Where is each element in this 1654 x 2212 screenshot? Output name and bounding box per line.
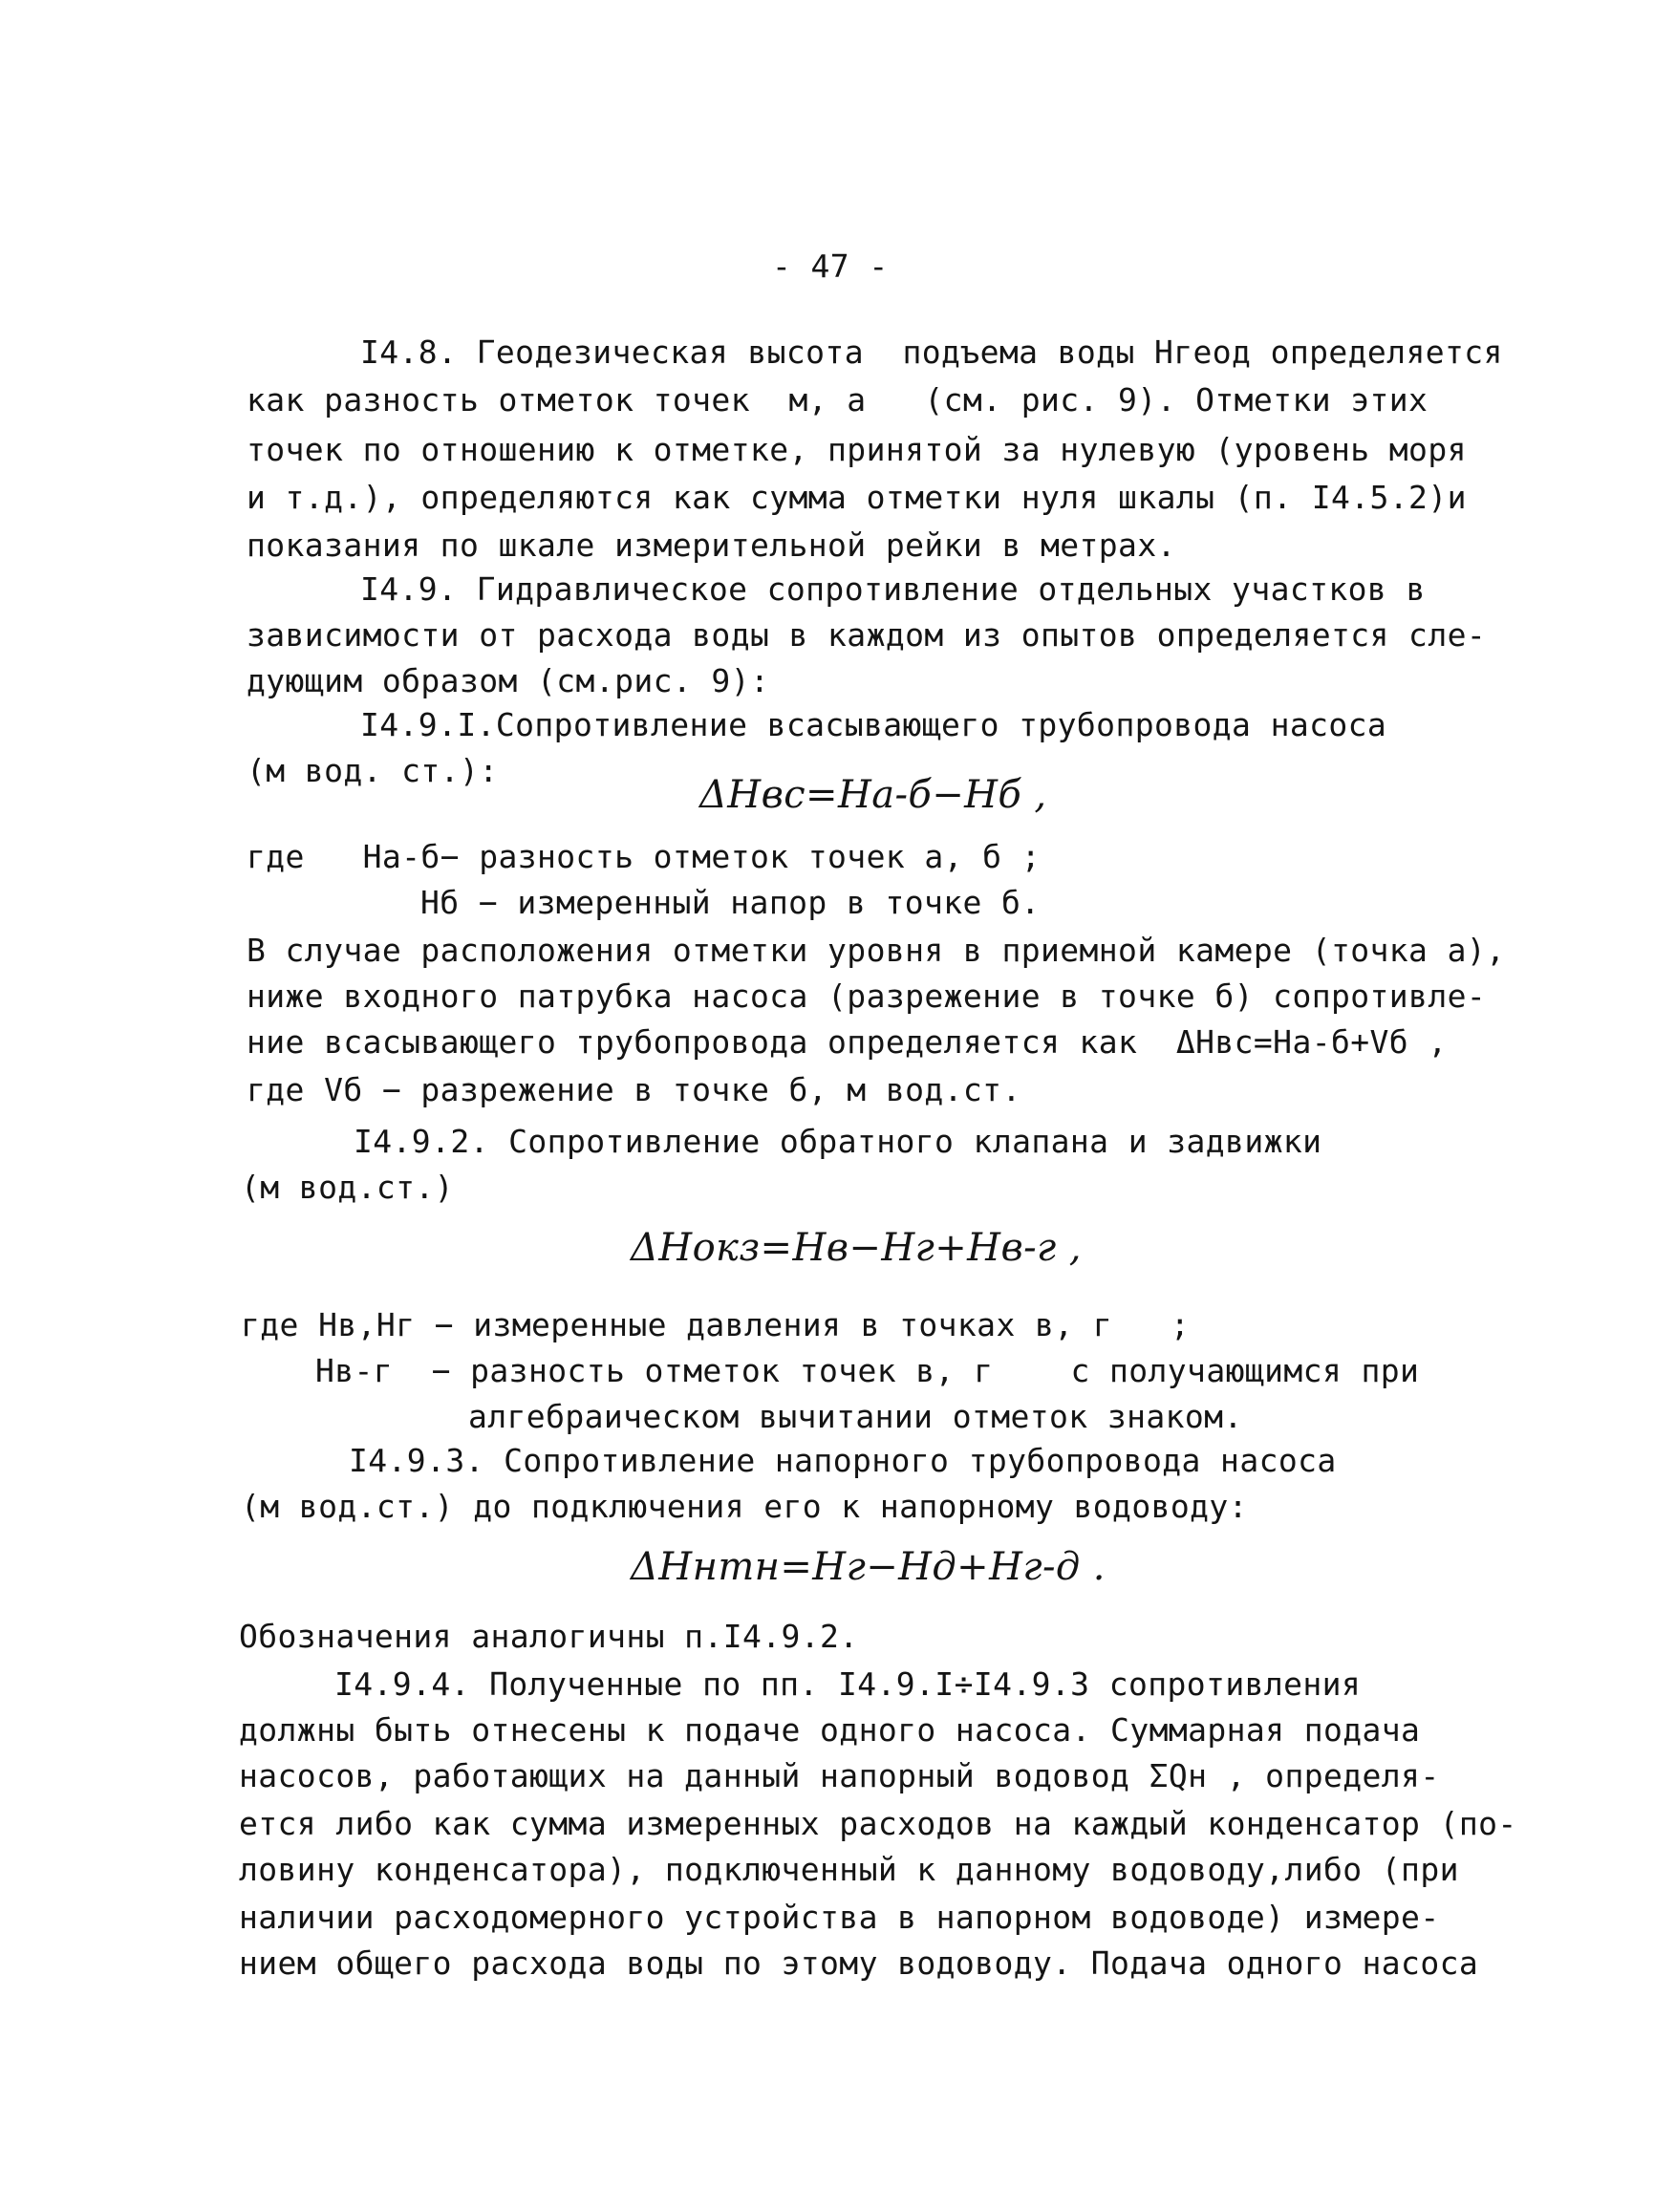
text-line: Hб − измеренный напор в точке б.: [420, 884, 1041, 921]
text-line: Обозначения аналогичны п.I4.9.2.: [239, 1618, 859, 1655]
text-line: I4.9. Гидравлическое сопротивление отдельных участков в: [360, 570, 1426, 608]
text-line: наличии расходомерного устройства в напорном водоводе) измере-: [239, 1899, 1440, 1936]
text-line: насосов, работающих на данный напорный водовод ΣQн , определя-: [239, 1757, 1440, 1794]
text-line: В случае расположения отметки уровня в приемной камере (точка а),: [247, 932, 1506, 969]
text-line: I4.9.3. Сопротивление напорного трубопровода насоса: [349, 1442, 1337, 1479]
text-line: где Vб − разрежение в точке б, м вод.ст.: [247, 1071, 1021, 1108]
text-line: I4.8. Геодезическая высота подъема воды Hгеод определяется: [360, 333, 1503, 371]
text-line: алгебраическом вычитании отметок знаком.: [468, 1398, 1243, 1435]
text-line: нием общего расхода воды по этому водоводу. Подача одного насоса: [239, 1944, 1479, 1982]
text-line: (м вод.ст.) до подключения его к напорному водоводу:: [241, 1488, 1248, 1525]
text-line: зависимости от расхода воды в каждом из опытов определяется сле-: [247, 616, 1487, 654]
text-line: показания по шкале измерительной рейки в метрах.: [247, 526, 1176, 564]
text-line: точек по отношению к отметке, принятой за нулевую (уровень моря: [247, 431, 1467, 468]
text-line: должны быть отнесены к подаче одного насоса. Суммарная подача: [239, 1711, 1421, 1749]
text-line: ние всасывающего трубопровода определяется как ΔHвс=Hа-б+Vб ,: [247, 1023, 1448, 1061]
text-line: ловину конденсатора), подключенный к данному водоводу,либо (при: [239, 1851, 1459, 1888]
text-line: ется либо как сумма измеренных расходов на каждый конденсатор (по-: [239, 1805, 1517, 1842]
formula: ΔHвс=Hа-б−Hб ,: [699, 773, 1047, 817]
text-line: I4.9.I.Сопротивление всасывающего трубопровода насоса: [360, 706, 1387, 743]
text-line: (м вод.ст.): [241, 1169, 454, 1206]
text-line: I4.9.2. Сопротивление обратного клапана и задвижки: [354, 1123, 1322, 1160]
page-number: - 47 -: [772, 247, 889, 285]
text-line: I4.9.4. Полученные по пп. I4.9.I÷I4.9.3 сопротивления: [334, 1665, 1362, 1703]
formula: ΔHокз=Hв−Hг+Hв-г ,: [631, 1226, 1082, 1270]
text-line: дующим образом (см.рис. 9):: [247, 662, 770, 699]
text-line: (м вод. ст.):: [247, 752, 499, 789]
text-line: и т.д.), определяются как сумма отметки нуля шкалы (п. I4.5.2)и: [247, 479, 1467, 516]
text-line: где Hв,Hг − измеренные давления в точках в, г ;: [241, 1306, 1191, 1343]
text-line: ниже входного патрубка насоса (разрежение в точке б) сопротивле-: [247, 977, 1487, 1015]
text-line: где Hа-б− разность отметок точек а, б ;: [247, 838, 1041, 875]
text-line: Hв-г − разность отметок точек в, г с получающимся при: [315, 1352, 1420, 1389]
formula: ΔHнтн=Hг−Hд+Hг-д .: [631, 1545, 1106, 1589]
text-line: как разность отметок точек м, а (см. рис. 9). Отметки этих: [247, 381, 1428, 419]
